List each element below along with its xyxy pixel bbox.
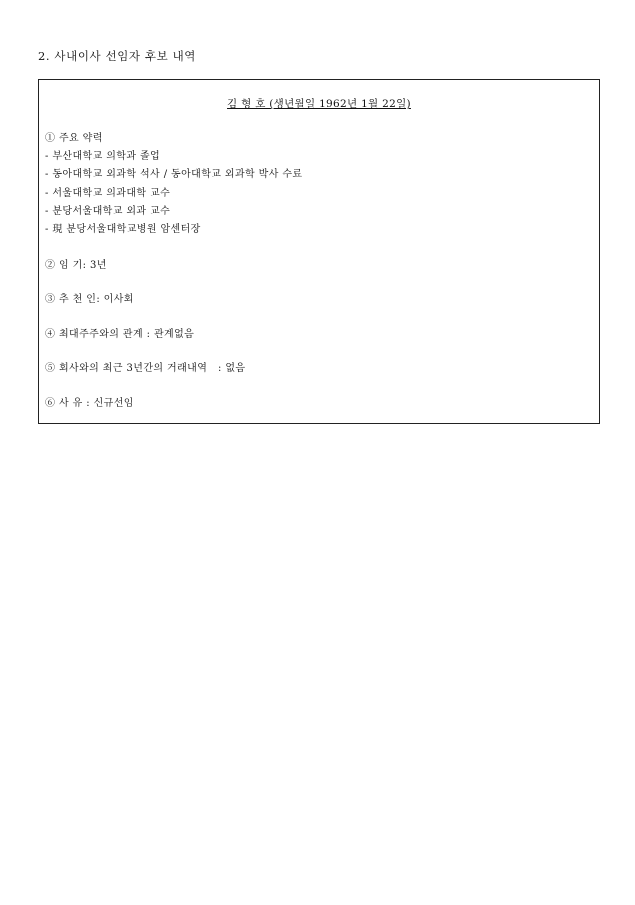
career-item: - 現 분당서울대학교병원 암센터장 <box>45 224 201 236</box>
section-heading: 2. 사내이사 선임자 후보 내역 <box>38 49 196 63</box>
transactions-field: ⑤ 회사와의 최근 3년간의 거래내역 : 없음 <box>45 363 246 374</box>
career-item: - 서울대학교 의과대학 교수 <box>45 187 171 199</box>
career-section <box>45 130 303 239</box>
career-item: - 부산대학교 의학과 졸업 <box>45 151 161 163</box>
career-heading: ① 주요 약력 <box>45 133 103 144</box>
relation-field: ④ 최대주주와의 관계 : 관계없음 <box>45 329 195 340</box>
candidate-info-box <box>38 79 600 424</box>
term-field: ② 임 기: 3년 <box>45 260 107 271</box>
career-item: - 동아대학교 외과학 석사 / 동아대학교 외과학 박사 수료 <box>45 169 303 181</box>
candidate-name-birthdate: 김 형 호 (생년월일 1962년 1월 22일) <box>227 98 411 110</box>
reason-field: ⑥ 사 유 : 신규선임 <box>45 398 134 409</box>
career-item: - 분당서울대학교 외과 교수 <box>45 205 171 217</box>
recommender-field: ③ 추 천 인: 이사회 <box>45 294 134 305</box>
